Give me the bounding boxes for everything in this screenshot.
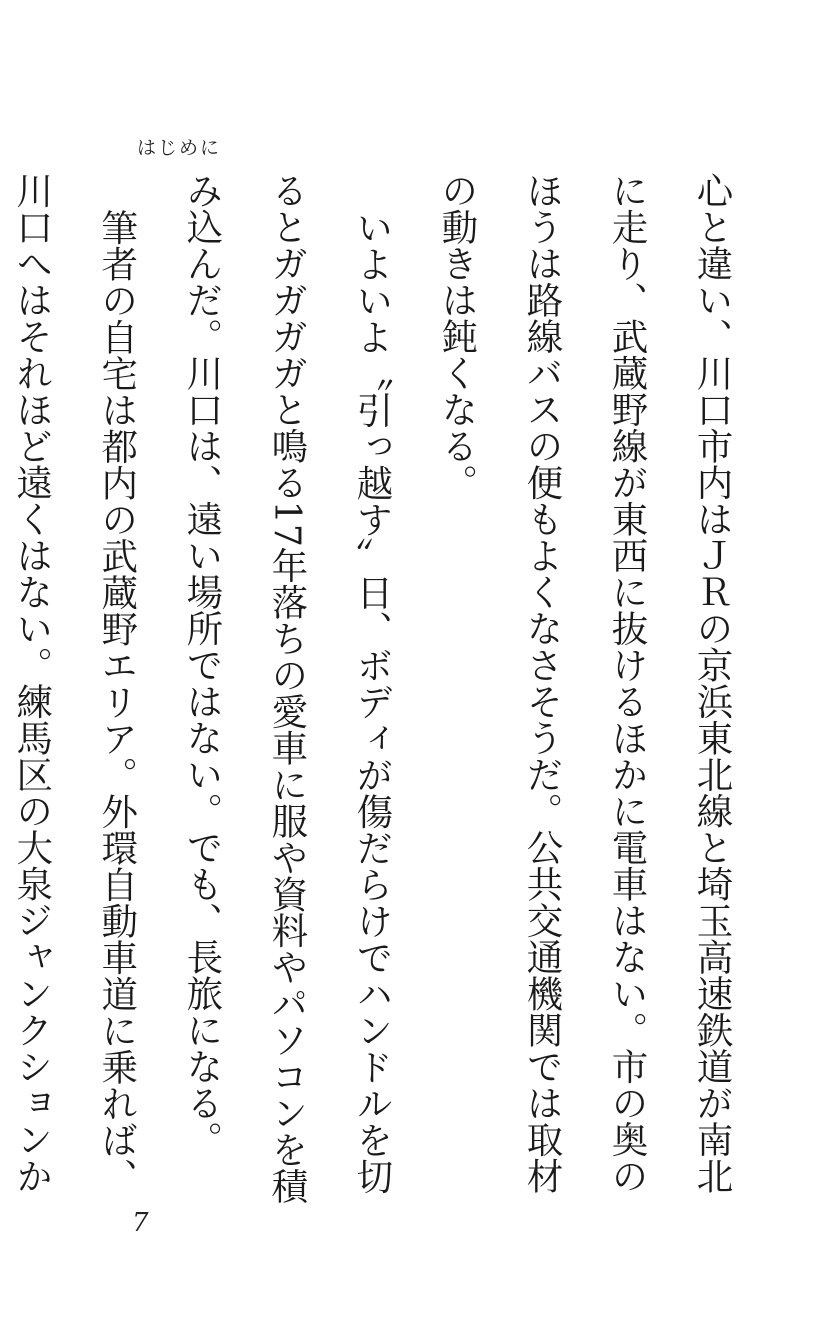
page-number: 7 (132, 1208, 149, 1238)
paragraph: 筆者の自宅は都内の武蔵野エリア。外環自動車道に乗れば、川口へはそれほど遠くはない。練馬区の大泉ジャンクションか (10, 172, 139, 1194)
running-head: はじめに (137, 137, 222, 159)
paragraph: いよいよ〝引っ越す〟日、ボディが傷だらけでハンドルを切るとガガガガと鳴る17年落ちの愛車に服や資料やパソコンを積み込んだ。川口は、遠い場所ではない。でも、長旅になる。 (180, 172, 394, 1204)
body-text (10, 172, 755, 1212)
paragraph: 心と違い、川口市内はＪＲの京浜東北線と埼玉高速鉄道が南北に走り、武蔵野線が東西に抜けるほかに電車はない。市の奥のほうは路線バスの便もよくなさそうだ。公共交通機関では取材の動きは鈍くなる。 (435, 172, 734, 1194)
